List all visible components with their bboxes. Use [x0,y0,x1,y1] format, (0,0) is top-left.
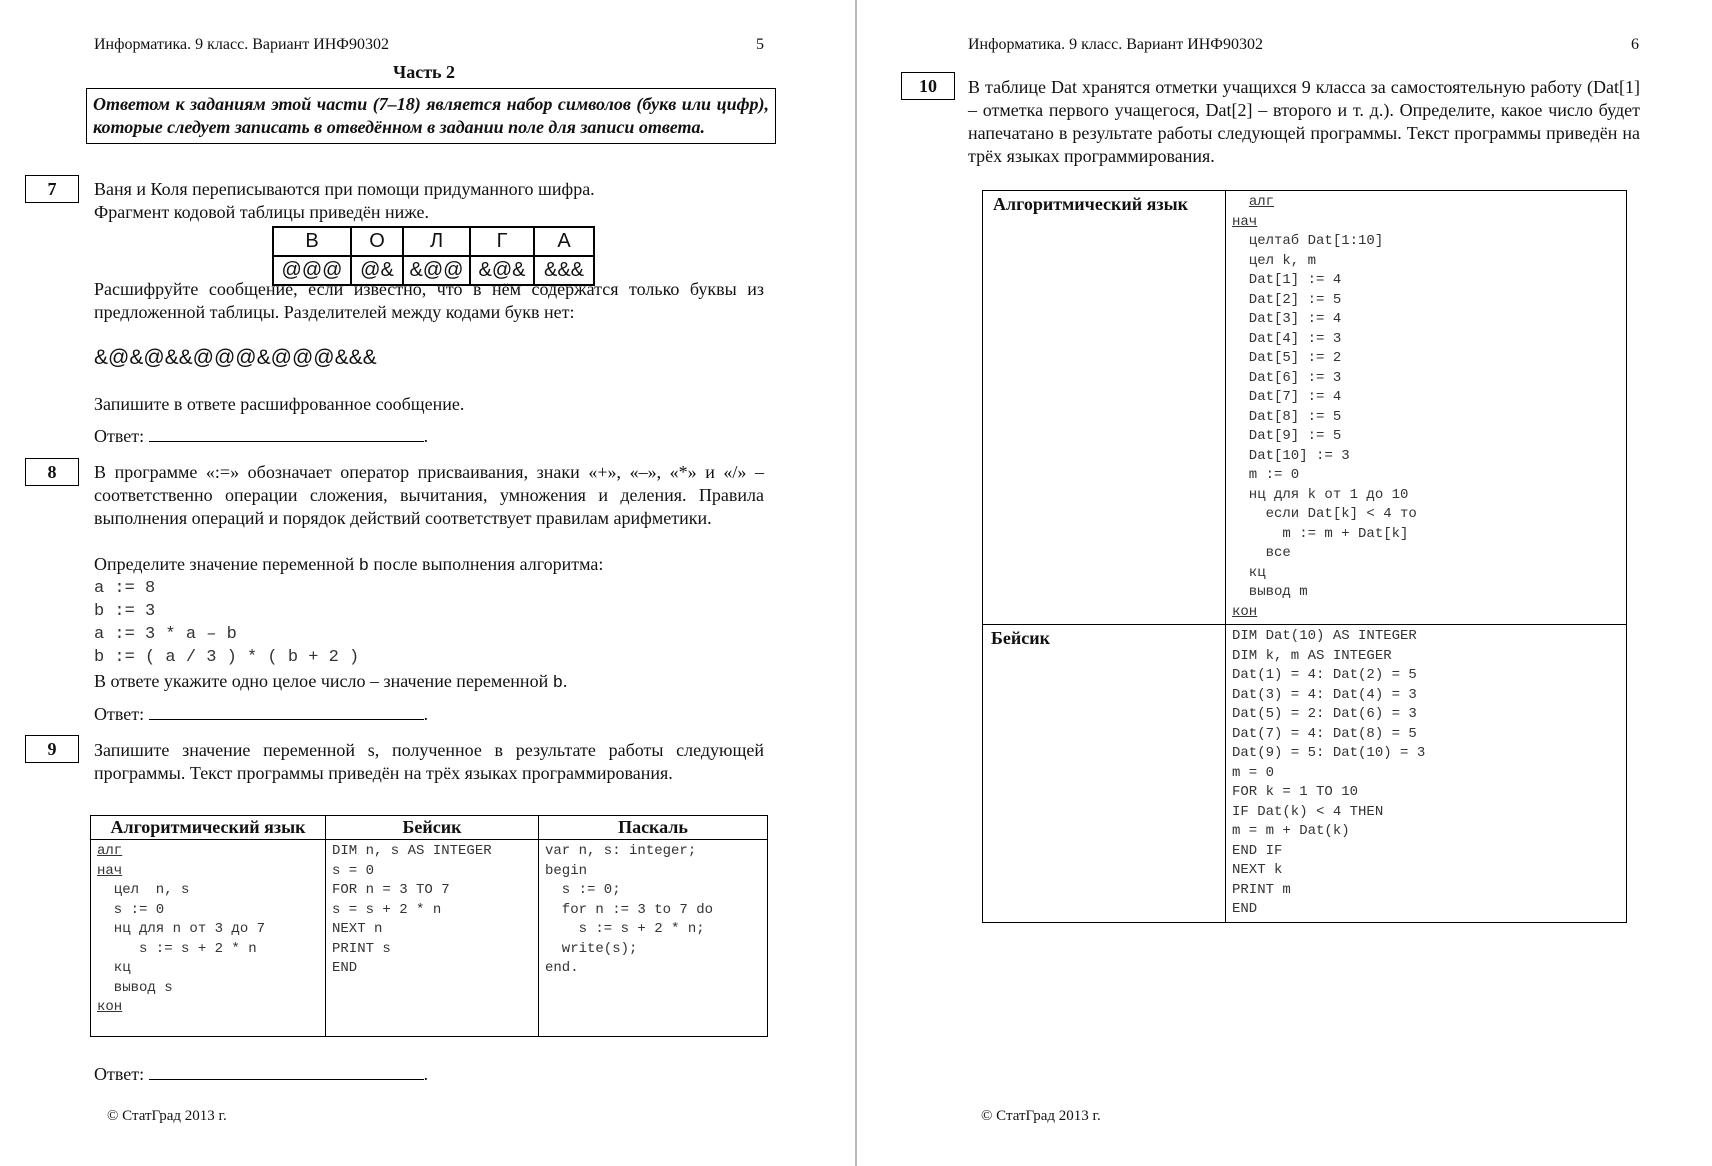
code-line: for n := 3 to 7 do [545,901,714,918]
cipher-code: &@& [470,256,534,285]
code-line: b := ( a / 3 ) * ( b + 2 ) [94,648,360,667]
copyright: © СтатГрад 2013 г. [981,1108,1101,1124]
code-line: FOR k = 1 TO 10 [1232,784,1359,800]
part-title: Часть 2 [393,62,456,82]
code-line: s := s + 2 * n; [545,921,705,937]
code-line: Dat[5] := 2 [1232,350,1342,366]
answer-line[interactable] [149,425,424,442]
cipher-code: @& [351,256,403,285]
code-line: вывод m [1232,584,1308,600]
code-line: PRINT m [1232,881,1291,898]
copyright: © СтатГрад 2013 г. [107,1108,227,1124]
part-intro: Ответом к заданиям этой части (7–18) является набор символов (букв или цифр), которые следует записать в отведённом в задании поле для записи ответа. [86,88,776,144]
code-line: если Dat[k] < 4 то [1232,506,1417,522]
code-line: END [1232,901,1258,917]
code-line: END [332,960,358,976]
col-header-pascal: Паскаль [539,816,768,840]
code-line: DIM k, m AS INTEGER [1232,647,1392,664]
code-line: Dat(5) = 2: Dat(6) = 3 [1232,706,1417,722]
alg-label: Алгоритмический язык [983,191,1226,625]
cipher-code: &&& [534,256,594,285]
code-line: end. [545,960,579,976]
task8-question [94,553,764,578]
encoded-message: &@&@&&@@@&@@@&&& [94,346,377,369]
cipher-letter: О [351,227,403,256]
code-line: цел k, m [1232,252,1317,269]
page-number: 5 [756,36,764,53]
task8-text: В программе «:=» обозначает оператор присваивания, знаки «+», «–», «*» и «/» – соответственно операции сложения, вычитания, умножения и деления. Правила выполнения операций и порядок действий соответствует правилам арифметики. [94,462,764,528]
code-line: NEXT n [332,921,383,937]
right-page [858,0,1712,1166]
task8-instruction-pre: В ответе укажите одно целое число – значение переменной [94,671,549,691]
code-line: var n, s: integer; [545,843,697,859]
code-line: кон [97,999,123,1015]
task9-text: Запишите значение переменной s, полученное в результате работы следующей программы. Текст программы приведён на трёх языках программирования. [94,740,764,783]
answer-field-7[interactable]: Ответ: . [94,426,429,446]
code-line: алг [97,843,123,859]
code-line: Dat[3] := 4 [1232,311,1342,327]
cipher-letter: Г [470,227,534,256]
code-line: Dat[1] := 4 [1232,272,1342,288]
answer-field-9[interactable]: Ответ: . [94,1064,429,1084]
task-number-9: 9 [25,735,79,763]
code-line: Dat[6] := 3 [1232,369,1342,386]
code-line: s = 0 [332,862,375,879]
code-line: кц [97,960,131,976]
answer-line[interactable] [149,703,424,720]
answer-label: Ответ: [94,426,145,446]
code-line: END IF [1232,842,1283,859]
task8-instruction-var: b [552,674,563,693]
task-number-8: 8 [25,458,79,486]
answer-label: Ответ: [94,704,145,724]
code-line: Dat[2] := 5 [1232,291,1342,308]
code-line: Dat(1) = 4: Dat(2) = 5 [1232,667,1417,683]
basic-label: Бейсик [983,625,1226,923]
cipher-code: &@@ [403,256,470,285]
code-line: m = m + Dat(k) [1232,823,1350,839]
task-number-7: 7 [25,175,79,203]
task7-text2: Расшифруйте сообщение, если известно, что в нём содержатся только буквы из предложенной таблицы. Разделителей между кодами букв нет: [94,279,764,322]
cipher-letter: В [273,227,351,256]
code-line: Dat[9] := 5 [1232,428,1342,444]
page-header: Информатика. 9 класс. Вариант ИНФ90302 [968,36,1263,53]
code-line: Dat[4] := 3 [1232,330,1342,347]
code-line: вывод s [97,979,173,996]
code-line: a := 3 * a – b [94,625,237,644]
task8-question-var: b [358,557,369,576]
code-line: b := 3 [94,602,156,621]
code-line: Dat[8] := 5 [1232,408,1342,425]
answer-label: Ответ: [94,1064,145,1084]
task10-text: В таблице Dat хранятся отметки учащихся 9 класса за самостоятельную работу (Dat[1] – отметка первого учащегося, Dat[2] – второго и т. д.). Определите, какое число будет напечатано в результате работы следующей программы. Текст программы приведён на трёх языках программирования. [968,77,1640,166]
col-header-alg: Алгоритмический язык [91,816,326,840]
code-line: Dat(3) = 4: Dat(4) = 3 [1232,686,1417,703]
basic-code-cell [326,840,539,1037]
code-line: нц для n от 3 до 7 [97,921,266,937]
code-line: m := m + Dat[k] [1232,525,1409,542]
task9-code-table [90,815,768,1037]
code-line: s = s + 2 * n [332,901,442,918]
code-line: Dat(7) = 4: Dat(8) = 5 [1232,725,1417,742]
left-page [0,0,855,1166]
task8-instruction-post: . [562,671,568,691]
code-line: m = 0 [1232,764,1275,781]
task8-instruction [94,670,764,695]
pascal-code-cell [539,840,768,1037]
code-line: Dat[10] := 3 [1232,447,1350,464]
cipher-code: @@@ [273,256,351,285]
answer-line[interactable] [149,1063,424,1080]
cipher-letter: А [534,227,594,256]
code-line: s := s + 2 * n [97,940,257,957]
code-line: DIM n, s AS INTEGER [332,843,492,859]
alg-code-cell [91,840,326,1037]
page-divider [855,0,857,1166]
task7-line1: Ваня и Коля переписываются при помощи придуманного шифра. [94,179,595,199]
code-line: FOR n = 3 TO 7 [332,882,450,898]
code-line: write(s); [545,940,638,957]
task8-question-pre: Определите значение переменной [94,554,355,574]
answer-field-8[interactable]: Ответ: . [94,704,429,724]
basic-code-cell [1226,625,1627,923]
task8-code [94,577,359,669]
code-line: все [1232,545,1291,561]
code-line: DIM Dat(10) AS INTEGER [1232,628,1417,644]
code-line: кц [1232,564,1266,581]
code-line: Dat(9) = 5: Dat(10) = 3 [1232,745,1426,761]
code-line: NEXT k [1232,862,1283,878]
code-line: IF Dat(k) < 4 THEN [1232,803,1384,820]
task8-question-post: после выполнения алгоритма: [373,554,604,574]
task7-line2: Фрагмент кодовой таблицы приведён ниже. [94,202,429,222]
code-line: целтаб Dat[1:10] [1232,233,1384,249]
code-line: a := 8 [94,579,156,598]
page-number: 6 [1631,36,1639,53]
code-line: нач [1232,213,1258,230]
code-line: m := 0 [1232,467,1300,483]
task10-code-table [982,190,1627,923]
code-line: s := 0 [97,901,165,918]
code-line: кон [1232,603,1258,620]
code-line: begin [545,862,588,879]
page-header: Информатика. 9 класс. Вариант ИНФ90302 [94,36,389,53]
task-number-10: 10 [901,72,955,100]
code-line: PRINT s [332,940,391,957]
code-line: s := 0; [545,882,621,898]
code-line: цел n, s [97,882,190,898]
code-line: Dat[7] := 4 [1232,389,1342,405]
col-header-basic: Бейсик [326,816,539,840]
cipher-table [272,226,595,286]
code-line: нач [97,862,123,879]
code-line: алг [1248,194,1275,210]
cipher-letter: Л [403,227,470,256]
alg-code-cell [1226,191,1627,625]
code-line: нц для k от 1 до 10 [1232,486,1409,503]
task7-instruction: Запишите в ответе расшифрованное сообщение. [94,394,465,414]
